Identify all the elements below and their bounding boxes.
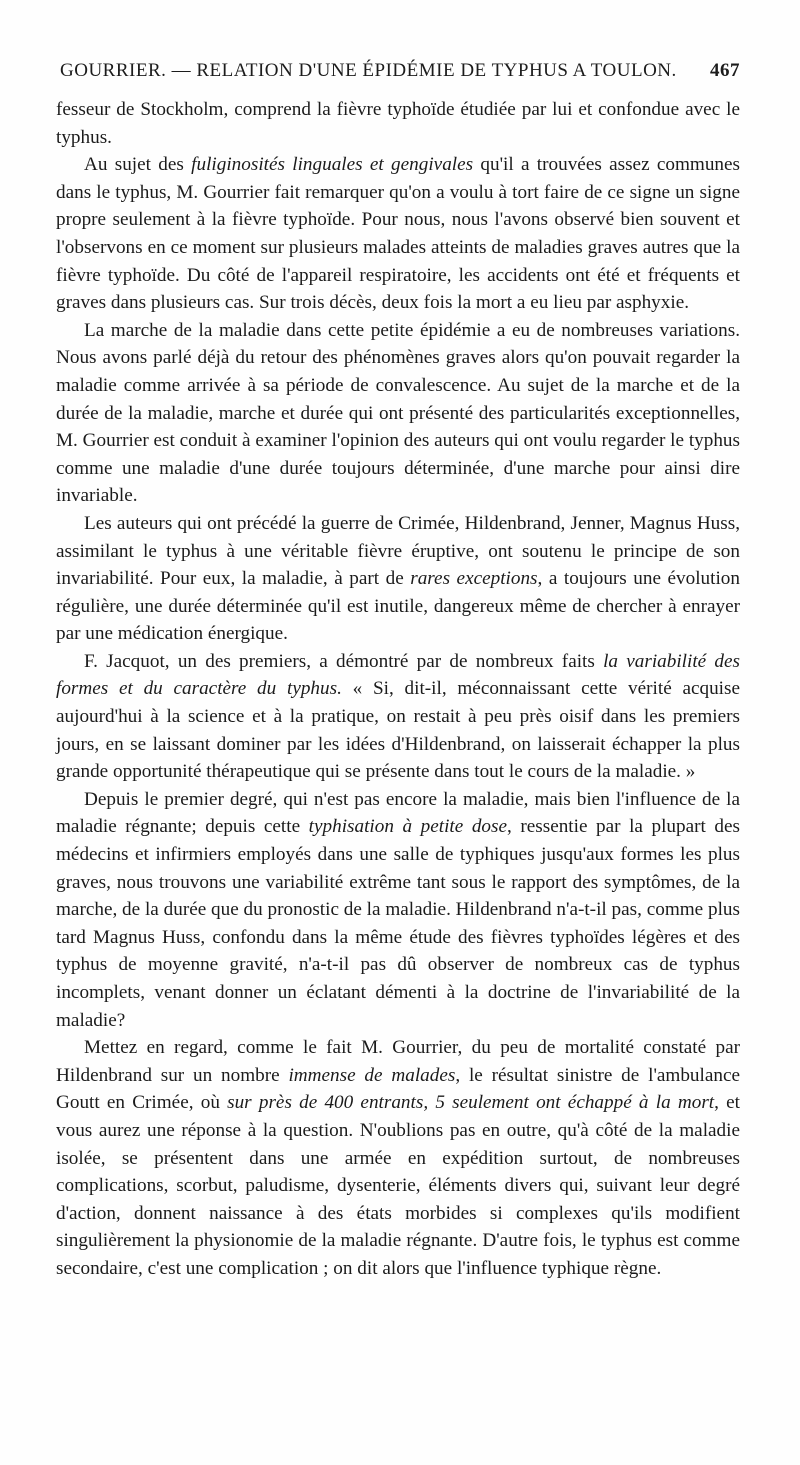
text-run: F. Jacquot, un des premiers, a démontré par de nombreux faits (84, 650, 604, 672)
text-run: qu'il a trouvées assez communes dans le typhus, M. Gourrier fait remarquer qu'on a voulu à tort faire de ce signe un signe propre seulement à la fièvre typhoïde. Pour nous, nous l'avons observé bien souvent et l'observons en ce moment sur plusieurs malades atteints de maladies graves autres que la fièvre typhoïde. Du côté de l'appareil respiratoire, les accidents ont été et fréquents et graves dans plusieurs cas. Sur trois décès, deux fois la mort a eu lieu par asphyxie. (56, 154, 741, 314)
italic-phrase: typhisation à petite dose (308, 816, 507, 838)
text-run: Au sujet des (84, 154, 192, 176)
text-run: Mettez en regard, comme le fait M. Gourrier, du peu de mortalité constaté par Hildenbrand sur un nombre (56, 1037, 740, 1086)
italic-phrase: la variabilité des formes et du caractère du typhus. (56, 650, 741, 700)
text-run: , et vous aurez une réponse à la question. N'oublions pas en outre, qu'à côté de la maladie isolée, se présentent dans une armée en expédition surtout, de nombreuses complications, scorbut, paludisme, dysenterie, éléments divers qui, suivant leur degré d'action, donnent naissance à des états morbides si complexes qu'ils modifient singulièrement la physionomie de la maladie régnante. D'autre fois, le typhus est comme secondaire, c'est une complication ; on dit alors que l'influence typhique règne. (56, 1092, 740, 1279)
body-text (56, 96, 740, 1283)
italic-phrase: sur près de 400 entrants, 5 seulement ont échappé à la mort (227, 1092, 715, 1114)
text-run: Depuis le premier degré, qui n'est pas encore la maladie, mais bien l'influence de la maladie régnante; depuis cette (56, 788, 740, 838)
text-run: , ressentie par la plupart des médecins et infirmiers employés dans une salle de typhiques jusqu'aux formes les plus graves, nous trouvons une variabilité extrême tant sous le rapport des symptômes, de la marche, de la durée que du pronostic de la maladie. Hildenbrand n'a-t-il pas, comme plus tard Magnus Huss, confondu dans la même étude des fièvres typhoïdes légères et des typhus de moyenne gravité, n'a-t-il pas dû observer de nombreux cas de typhus incomplets, venant donner un éclatant démenti à la doctrine de l'invariabilité de la maladie? (56, 816, 740, 1031)
paragraph (56, 317, 740, 510)
italic-phrase: rares exceptions (410, 568, 538, 590)
text-run: « Si, dit-il, méconnaissant cette vérité acquise aujourd'hui à la science et à la pratique, on restait à peu près oisif dans les premiers jours, en se laissant dominer par les idées d'Hildenbrand, on laisserait échapper la plus grande opportunité thérapeutique qui se présente dans tout le cours de la maladie. » (56, 678, 740, 783)
text-run: Les auteurs qui ont précédé la guerre de Crimée, Hildenbrand, Jenner, Magnus Huss, assimilant le typhus à une véritable fièvre éruptive, ont soutenu le principe de son invariabilité. Pour eux, la maladie, à part de (56, 512, 740, 590)
paragraph (56, 510, 740, 648)
running-header (60, 58, 740, 88)
italic-phrase: immense de malades (288, 1064, 456, 1086)
text-run: La marche de la maladie dans cette petite épidémie a eu de nombreuses variations. Nous avons parlé déjà du retour des phénomènes graves alors qu'on pouvait regarder la maladie comme arrivée à sa période de convalescence. Au sujet de la marche et de la durée de la maladie, marche et durée qui ont présenté des particularités exceptionnelles, M. Gourrier est conduit à examiner l'opinion des auteurs qui ont voulu regarder le typhus comme une maladie d'une durée toujours déterminée, d'une marche pour ainsi dire invariable. (56, 319, 740, 507)
text-run: fesseur de Stockholm, comprend la fièvre typhoïde étudiée par lui et confondue avec le typhus. (56, 99, 740, 148)
running-title: GOURRIER. — RELATION D'UNE ÉPIDÉMIE DE TYPHUS A TOULON. (60, 60, 677, 81)
paragraph (56, 648, 740, 786)
text-run: , le résultat sinistre de l'ambulance Goutt en Crimée, où (56, 1064, 741, 1114)
paragraph (56, 96, 740, 151)
paragraph (56, 151, 740, 317)
text-run: , a toujours une évolution régulière, une durée déterminée qu'il est inutile, dangereux même de chercher à enrayer par une médication énergique. (56, 568, 740, 645)
paragraph (56, 1034, 740, 1282)
italic-phrase: fuliginosités linguales et gengivales (191, 154, 474, 176)
paragraph (56, 786, 740, 1034)
page-number: 467 (710, 60, 740, 81)
